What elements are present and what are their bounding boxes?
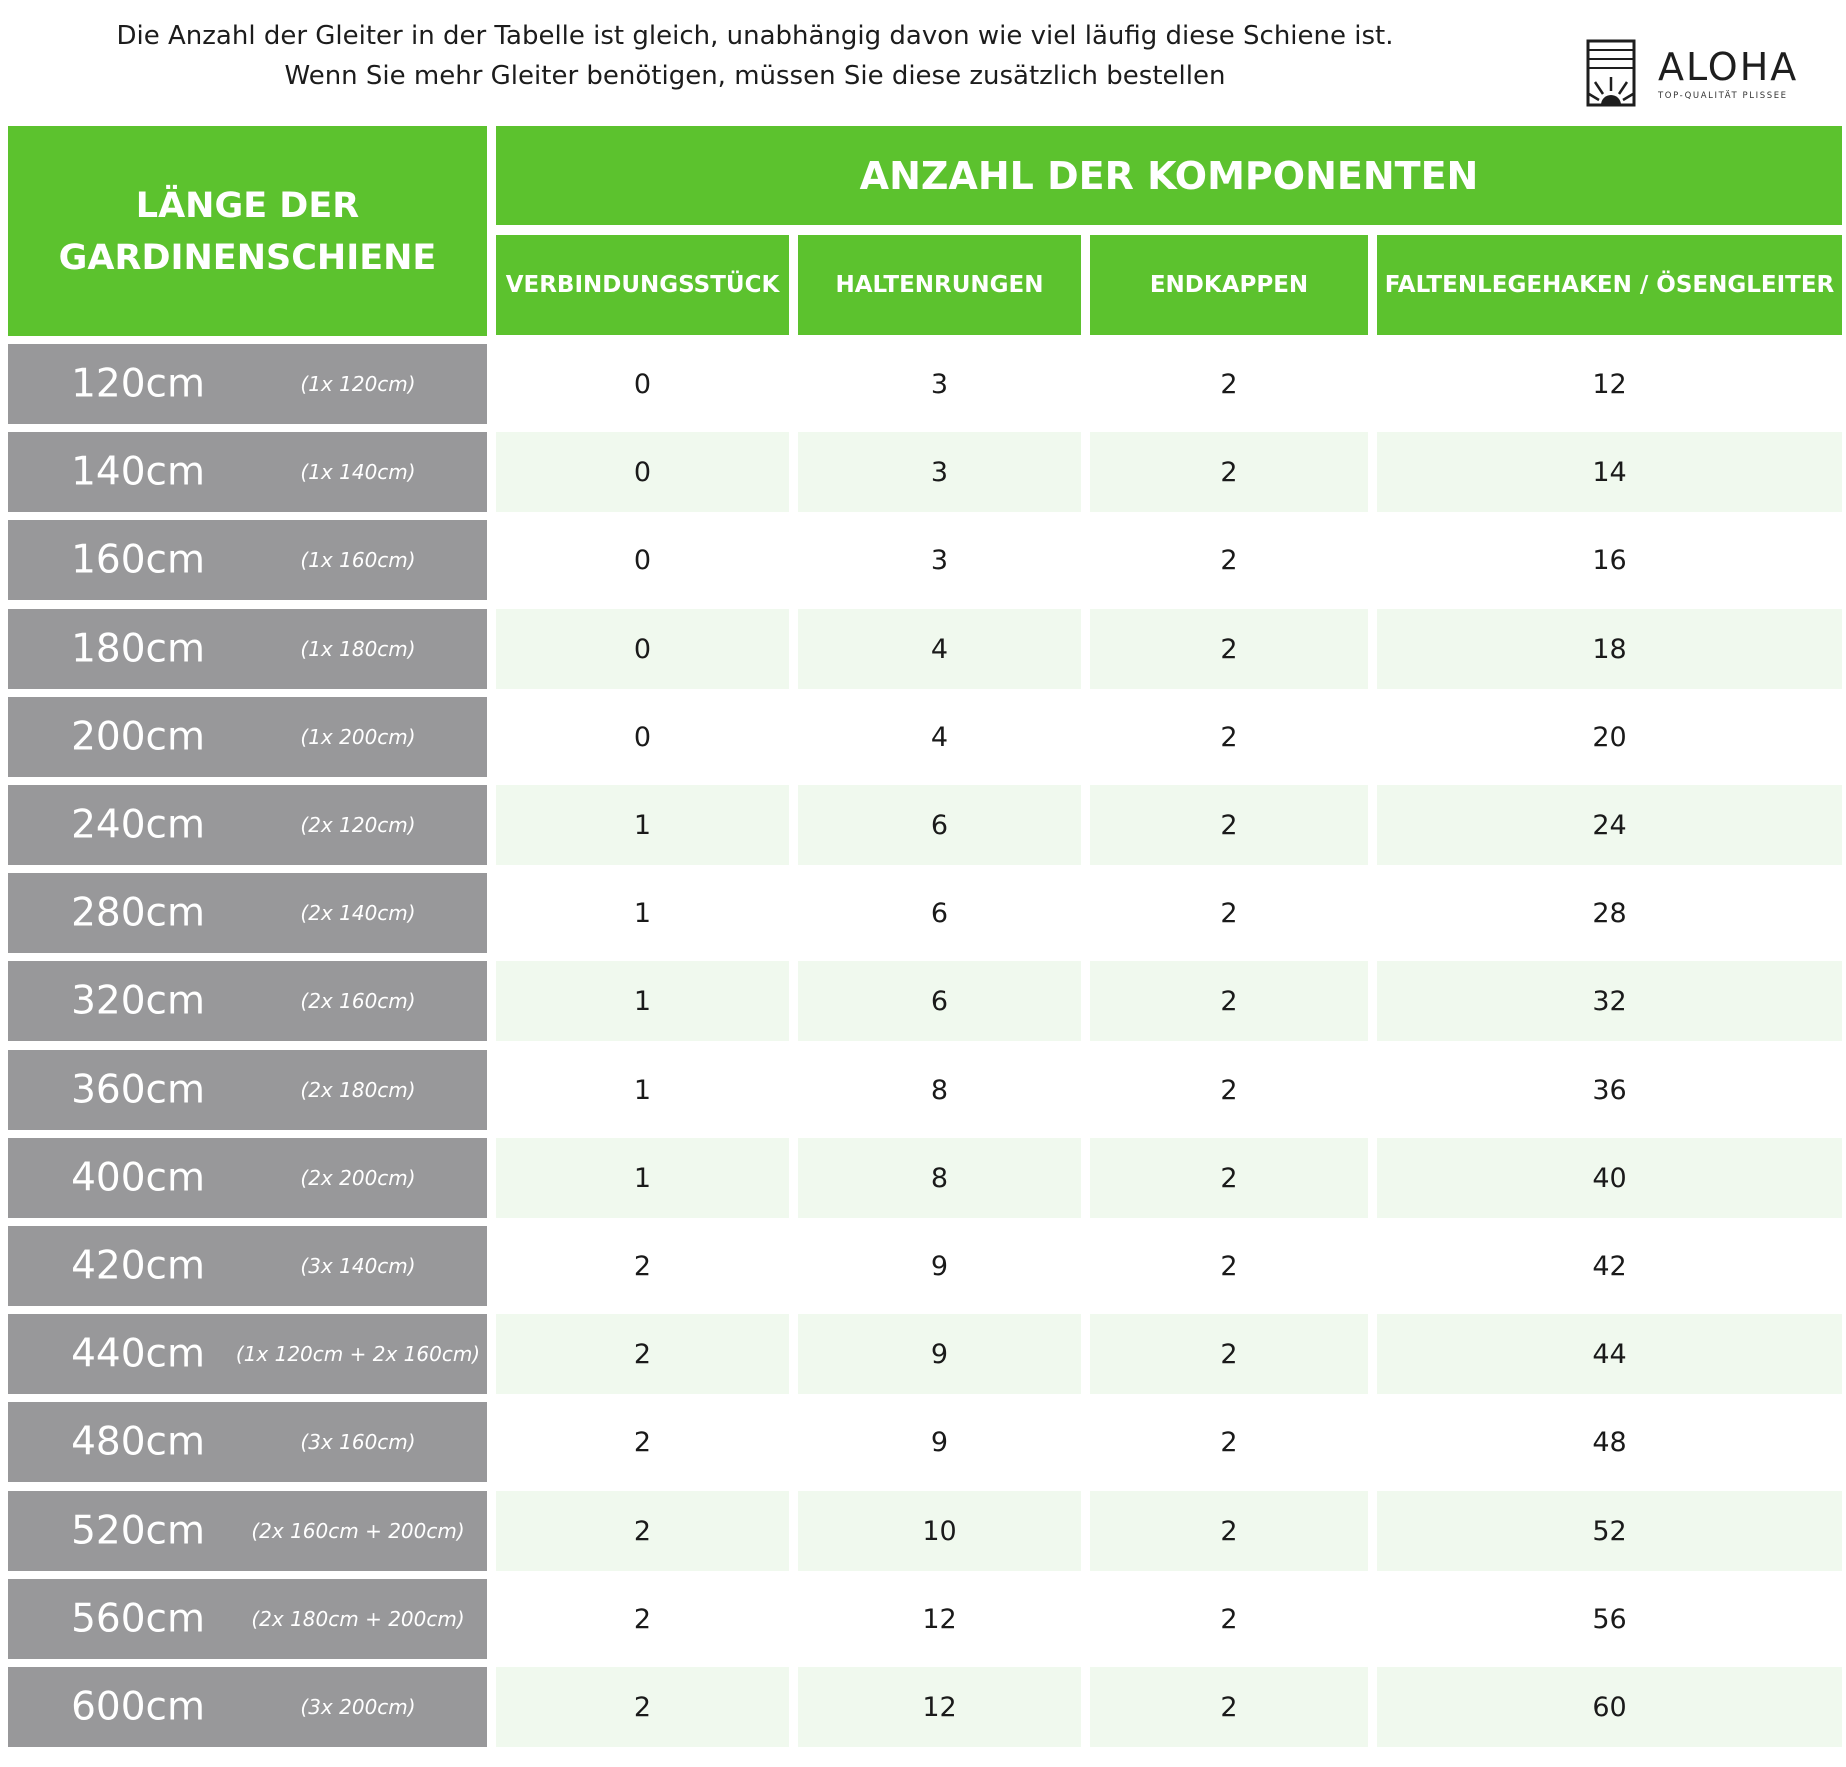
table-cell: 12 [922, 1603, 957, 1635]
length-composition: (2x 200cm) [300, 1166, 416, 1190]
length-cell [8, 785, 487, 865]
table-cell: 16 [1592, 544, 1627, 576]
table-cell: 60 [1377, 1667, 1842, 1747]
table-cell: 3 [930, 368, 949, 400]
table-cell: 20 [1592, 721, 1627, 753]
window-sun-icon [1586, 39, 1636, 107]
length-composition: (2x 160cm) [300, 989, 416, 1013]
table-cell: 0 [633, 544, 652, 576]
table-cell: 44 [1377, 1314, 1842, 1394]
table-cell: 10 [798, 1491, 1081, 1571]
table-cell: 42 [1592, 1250, 1627, 1282]
table-cell: 3 [930, 544, 949, 576]
logo-name: ALOHA [1658, 44, 1799, 89]
aloha-logo [1586, 38, 1798, 108]
table-cell: 2 [1090, 432, 1368, 512]
table-cell: 14 [1377, 432, 1842, 512]
table-cell: 1 [633, 897, 652, 929]
length-cell [8, 1138, 487, 1218]
table-cell: 2 [633, 1603, 652, 1635]
length-cell [8, 520, 487, 600]
table-cell: 6 [798, 961, 1081, 1041]
length-cell [8, 1667, 487, 1747]
table-cell: 12 [1592, 368, 1627, 400]
table-cell: 1 [496, 1138, 789, 1218]
column-header-brackets: HALTENRUNGEN [798, 235, 1081, 335]
length-composition: (2x 180cm) [300, 1078, 416, 1102]
table-cell: 9 [930, 1250, 949, 1282]
length-cell [8, 961, 487, 1041]
table-cell: 36 [1592, 1074, 1627, 1106]
notice-text [0, 16, 1510, 96]
length-cell [8, 697, 487, 777]
table-cell: 3 [798, 432, 1081, 512]
length-value: 520cm [71, 1508, 205, 1554]
length-value: 120cm [71, 361, 205, 407]
table-cell: 0 [633, 368, 652, 400]
length-value: 480cm [71, 1419, 205, 1465]
length-cell [8, 1402, 487, 1482]
table-cell: 2 [1090, 1314, 1368, 1394]
length-value: 180cm [71, 626, 205, 672]
length-value: 240cm [71, 802, 205, 848]
table-cell: 1 [633, 1074, 652, 1106]
table-cell: 2 [1220, 1426, 1238, 1458]
length-value: 360cm [71, 1067, 205, 1113]
column-header-gliders: FALTENLEGEHAKEN / ÖSENGLEITER [1377, 235, 1842, 335]
table-cell: 2 [496, 1314, 789, 1394]
length-cell [8, 1050, 487, 1130]
table-cell: 40 [1377, 1138, 1842, 1218]
length-cell [8, 609, 487, 689]
table-cell: 8 [930, 1074, 949, 1106]
table-cell: 12 [798, 1667, 1081, 1747]
table-cell: 2 [633, 1250, 652, 1282]
length-column-header [8, 126, 487, 336]
table-cell: 2 [1220, 544, 1238, 576]
length-value: 560cm [71, 1596, 205, 1642]
table-cell: 6 [930, 897, 949, 929]
table-cell: 0 [633, 721, 652, 753]
length-header-line-2: GARDINENSCHIENE [58, 238, 437, 278]
length-cell [8, 432, 487, 512]
length-composition: (1x 180cm) [300, 637, 416, 661]
table-cell: 0 [496, 609, 789, 689]
table-cell: 2 [496, 1667, 789, 1747]
length-composition: (3x 140cm) [300, 1254, 416, 1278]
length-composition: (2x 120cm) [300, 813, 416, 837]
length-cell [8, 1314, 487, 1394]
notice-line-2: Wenn Sie mehr Gleiter benötigen, müssen Sie diese zusätzlich bestellen [284, 61, 1226, 91]
table-cell: 56 [1592, 1603, 1627, 1635]
length-composition: (1x 160cm) [300, 548, 416, 572]
table-cell: 8 [798, 1138, 1081, 1218]
length-composition: (3x 160cm) [300, 1430, 416, 1454]
table-cell: 2 [1220, 1603, 1238, 1635]
table-cell: 4 [798, 609, 1081, 689]
table-cell: 24 [1377, 785, 1842, 865]
table-cell: 52 [1377, 1491, 1842, 1571]
logo-tagline: TOP-QUALITÄT PLISSEE [1658, 90, 1788, 101]
table-cell: 4 [930, 721, 949, 753]
table-cell: 2 [1220, 721, 1238, 753]
length-value: 140cm [71, 449, 205, 495]
table-cell: 2 [1220, 1074, 1238, 1106]
table-cell: 2 [1220, 1250, 1238, 1282]
length-composition: (1x 140cm) [300, 460, 416, 484]
length-value: 420cm [71, 1243, 205, 1289]
table-cell: 2 [496, 1491, 789, 1571]
table-cell: 6 [798, 785, 1081, 865]
length-cell [8, 344, 487, 424]
table-cell: 2 [1090, 785, 1368, 865]
length-composition: (3x 200cm) [300, 1695, 416, 1719]
length-cell [8, 1579, 487, 1659]
table-cell: 2 [1090, 609, 1368, 689]
length-composition: (1x 120cm) [300, 372, 416, 396]
table-cell: 2 [1090, 1491, 1368, 1571]
length-value: 160cm [71, 537, 205, 583]
length-value: 440cm [71, 1331, 205, 1377]
table-cell: 2 [1090, 1667, 1368, 1747]
table-cell: 2 [1220, 897, 1238, 929]
length-composition: (2x 160cm + 200cm) [251, 1519, 465, 1543]
table-cell: 0 [496, 432, 789, 512]
length-value: 280cm [71, 890, 205, 936]
length-value: 200cm [71, 714, 205, 760]
table-cell: 2 [1090, 1138, 1368, 1218]
length-composition: (1x 200cm) [300, 725, 416, 749]
table-cell: 9 [798, 1314, 1081, 1394]
length-composition: (1x 120cm + 2x 160cm) [235, 1342, 481, 1366]
components-header: ANZAHL DER KOMPONENTEN [496, 126, 1842, 225]
column-header-end-caps: ENDKAPPEN [1090, 235, 1368, 335]
table-cell: 28 [1592, 897, 1627, 929]
table-cell: 9 [930, 1426, 949, 1458]
length-cell [8, 1226, 487, 1306]
length-composition: (2x 140cm) [300, 901, 416, 925]
table-cell: 2 [1220, 368, 1238, 400]
length-cell [8, 1491, 487, 1571]
table-cell: 2 [1090, 961, 1368, 1041]
length-value: 320cm [71, 978, 205, 1024]
column-header-connector: VERBINDUNGSSTÜCK [496, 235, 789, 335]
table-cell: 18 [1377, 609, 1842, 689]
length-composition: (2x 180cm + 200cm) [251, 1607, 465, 1631]
table-cell: 48 [1592, 1426, 1627, 1458]
length-header-line-1: LÄNGE DER [135, 186, 360, 226]
length-cell [8, 873, 487, 953]
length-value: 400cm [71, 1155, 205, 1201]
length-value: 600cm [71, 1684, 205, 1730]
table-cell: 1 [496, 785, 789, 865]
notice-line-1: Die Anzahl der Gleiter in der Tabelle ist gleich, unabhängig davon wie viel läufig diese Schiene ist. [116, 21, 1394, 51]
table-cell: 1 [496, 961, 789, 1041]
table-cell: 32 [1377, 961, 1842, 1041]
table-cell: 2 [633, 1426, 652, 1458]
